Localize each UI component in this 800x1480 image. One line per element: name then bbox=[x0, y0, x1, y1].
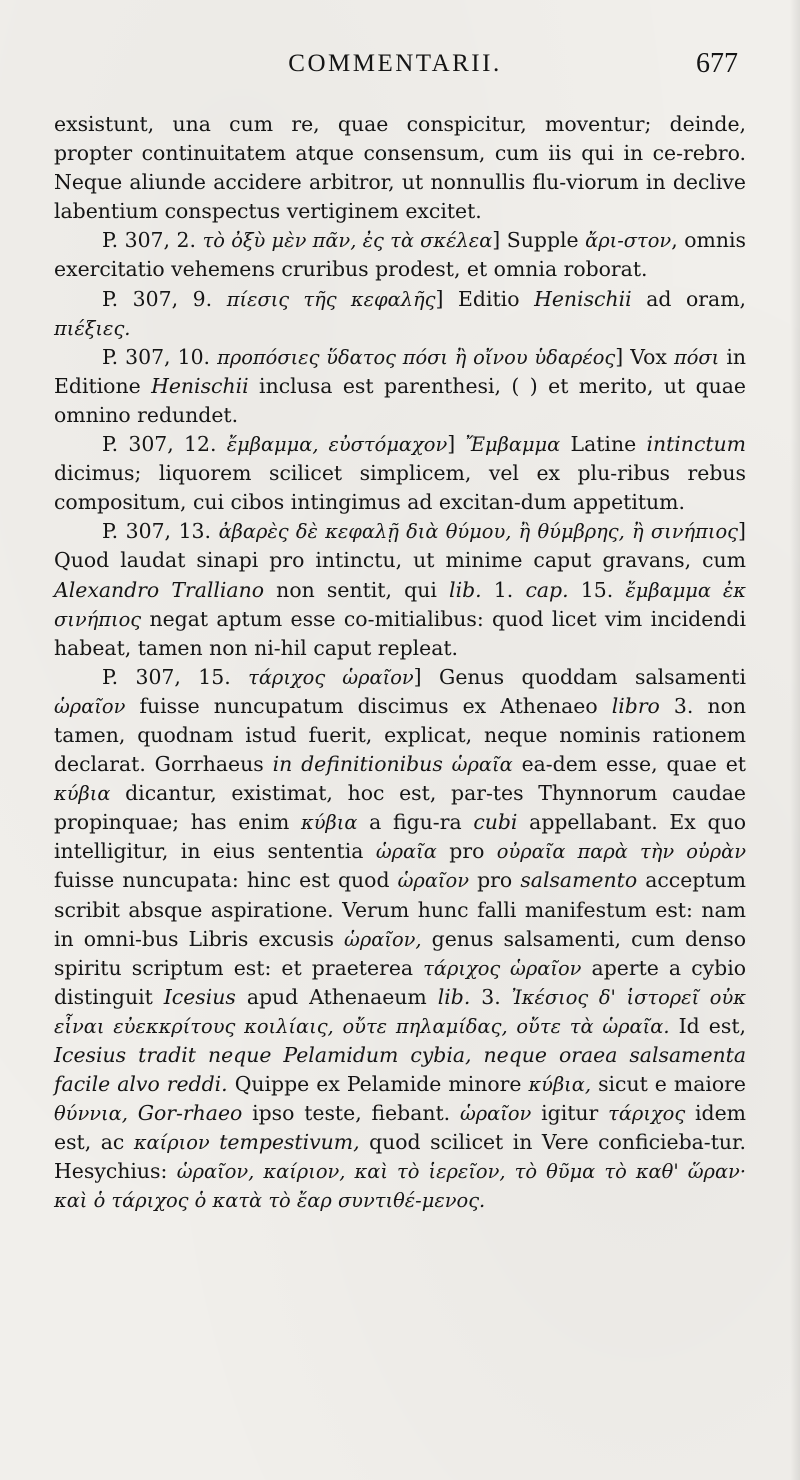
text-run: inclusa est parenthesi, ( ) et merito, ut quae omnino redundet. bbox=[54, 373, 746, 427]
text-run: , omnis exercitatio vehemens cruribus prodest, et omnia roborat. bbox=[54, 228, 746, 282]
paragraph bbox=[54, 343, 746, 430]
text-run: ] Genus quoddam salsamenti bbox=[413, 664, 746, 689]
text-run: ] Vox bbox=[615, 344, 674, 369]
greek-quote: προπόσιες ὕδατος πόσι ἢ οἴνου ὑδαρέος bbox=[217, 345, 616, 369]
greek-quote: ὡραῖα bbox=[375, 840, 437, 864]
paragraph bbox=[54, 226, 746, 284]
greek-quote: τάριχος ὡραῖον bbox=[248, 665, 414, 689]
italic-text: Henischii bbox=[534, 286, 632, 311]
italic-text: Henischii bbox=[151, 373, 249, 398]
text-run bbox=[128, 1101, 138, 1125]
text-run: non sentit, qui bbox=[264, 577, 450, 602]
greek-quote: πιέξιες. bbox=[54, 316, 131, 340]
italic-text: libro bbox=[611, 693, 660, 718]
italic-text: in definitionibus bbox=[272, 752, 443, 777]
text-run: ] Editio bbox=[435, 286, 535, 311]
text-run: exsistunt, una cum re, quae conspicitur, moventur; deinde, propter continuitatem atque consensum, cum iis qui in ce-rebro. Neque aliunde accidere arbitror, ut nonnullis flu-viorum in declive labentium conspectus vertiginem excitet. bbox=[54, 112, 746, 224]
greek-quote: θύννια, bbox=[54, 1102, 128, 1126]
text-run: ] Quod laudat sinapi pro intinctu, ut minime caput gravans, cum bbox=[54, 519, 746, 573]
italic-text: cap. bbox=[525, 577, 569, 602]
text-run: ] Supple bbox=[492, 228, 586, 253]
text-run: ] bbox=[447, 432, 466, 457]
text-run: acceptum scribit absque aspiratione. Verum hunc falli manifestum est: nam in omni-bus Libris excusis bbox=[54, 868, 747, 951]
greek-quote: κύβια bbox=[301, 811, 358, 835]
text-run: appellabant. Ex quo intelligitur, in eius sententia bbox=[54, 810, 746, 864]
text-run: pro bbox=[469, 868, 521, 893]
greek-quote: ἀβαρὲς δὲ κεφαλῇ διὰ θύμου, ἢ θύμβρης, ἢ σινήπιος bbox=[218, 520, 739, 544]
italic-text: intinctum bbox=[646, 432, 747, 457]
running-head bbox=[52, 48, 738, 88]
paragraph bbox=[54, 517, 746, 662]
greek-quote: καίριον bbox=[133, 1131, 210, 1155]
text-run: dicantur, existimat, hoc est, par-tes Thynnorum caudae propinquae; has enim bbox=[54, 781, 746, 835]
text-run: ad oram, bbox=[631, 286, 747, 311]
paragraph bbox=[54, 663, 746, 1216]
greek-quote: ὡραῖον, bbox=[344, 927, 422, 951]
text-run: P. 307, 2. bbox=[102, 228, 203, 253]
italic-text: cubi bbox=[473, 810, 518, 835]
greek-quote: τάριχος ὡραῖον bbox=[423, 956, 582, 980]
italic-text: lib. bbox=[437, 984, 471, 1009]
text-run: dicimus; liquorem scilicet simplicem, vel ex plu-ribus rebus compositum, cui cibos intingimus ad excitan-dum appetitum. bbox=[54, 461, 746, 515]
text-run: fuisse nuncupatum discimus ex Athenaeo bbox=[125, 693, 612, 718]
text-run: fuisse nuncupata: hinc est quod bbox=[54, 868, 398, 893]
text-run: sicut e maiore bbox=[591, 1072, 746, 1097]
text-run: 3. non tamen, quodnam istud fuerit, explicat, neque nominis rationem declarat. Gorrhaeus bbox=[54, 693, 746, 777]
italic-text: lib. bbox=[449, 577, 482, 602]
text-run: aperte a cybio distinguit bbox=[54, 955, 746, 1009]
italic-text: tempestivum, bbox=[219, 1130, 360, 1155]
greek-quote: τάριχος bbox=[608, 1102, 686, 1126]
text-run: P. 307, 9. bbox=[102, 286, 227, 311]
text-run: pro bbox=[436, 839, 497, 864]
text-run: Quippe ex Pelamide minore bbox=[227, 1072, 529, 1097]
italic-text: salsamento bbox=[520, 868, 638, 893]
text-run: P. 307, 15. bbox=[102, 664, 249, 689]
text-run: P. 307, 10. bbox=[102, 344, 218, 369]
greek-quote: ὡραῖον bbox=[54, 694, 126, 718]
italic-text: Icesius tradit neque Pelamidum cybia, neque oraea salsamenta facile alvo reddi. bbox=[54, 1043, 746, 1097]
text-run: Id est, bbox=[669, 1013, 747, 1038]
greek-quote: ὡραῖα bbox=[451, 753, 513, 777]
text-run: P. 307, 12. bbox=[102, 432, 227, 457]
text-run: 1. bbox=[481, 577, 526, 602]
greek-quote: ὡραῖον bbox=[459, 1102, 532, 1126]
text-run bbox=[210, 1130, 220, 1154]
greek-quote: ὡραῖον, καίριον, καὶ τὸ ἱερεῖον, τὸ θῦμα τὸ καθ' ὥραν· καὶ ὁ τάριχος ὁ κατὰ τὸ ἔαρ συντιθέ-μενος. bbox=[54, 1160, 746, 1213]
text-run: genus salsamenti, cum denso spiritu scriptum est: et praeterea bbox=[54, 926, 746, 980]
greek-quote: κύβια bbox=[54, 782, 111, 806]
greek-quote: τὸ ὀξὺ μὲν πᾶν, ἐς τὰ σκέλεα bbox=[202, 229, 493, 253]
greek-quote: πόσι bbox=[674, 345, 720, 369]
greek-quote: ἔμβαμμα, εὐστόμαχον bbox=[226, 433, 448, 457]
text-run: 15. bbox=[568, 577, 626, 602]
text-run: a figu-ra bbox=[357, 810, 474, 835]
text-run: 3. bbox=[470, 984, 512, 1009]
greek-quote: κύβια, bbox=[528, 1073, 592, 1097]
italic-text: Gor-rhaeo bbox=[137, 1101, 243, 1126]
text-run: Latine bbox=[560, 432, 647, 457]
text-run: ea-dem esse, quae et bbox=[512, 752, 746, 777]
greek-quote: ἄρι-στον bbox=[585, 229, 672, 253]
text-run: ipso teste, fiebant. bbox=[242, 1101, 460, 1126]
text-run: idem est, ac bbox=[54, 1101, 746, 1155]
greek-quote: ἔμβαμμα ἐκ σινήπιος bbox=[54, 578, 746, 631]
page-edge-shadow bbox=[790, 0, 800, 1480]
text-run: quod scilicet in Vere conficieba-tur. Hesychius: bbox=[54, 1130, 747, 1184]
body-text bbox=[54, 110, 746, 1216]
greek-quote: πίεσις τῆς κεφαλῆς bbox=[226, 287, 436, 311]
text-run bbox=[443, 752, 452, 776]
page-number: 677 bbox=[696, 48, 738, 79]
text-run: in Editione bbox=[54, 344, 746, 398]
greek-quote: ὡραῖον bbox=[397, 869, 469, 893]
paragraph bbox=[54, 430, 746, 517]
text-run: P. 307, 13. bbox=[102, 519, 219, 544]
greek-quote: οὐραῖα παρὰ τὴν οὐρὰν bbox=[496, 840, 746, 864]
italic-text: Alexandro Tralliano bbox=[54, 577, 264, 602]
greek-quote: Ἔμβαμμα bbox=[465, 433, 561, 457]
italic-text: Icesius bbox=[163, 984, 236, 1009]
text-run: igitur bbox=[531, 1101, 609, 1126]
paragraph bbox=[54, 285, 746, 343]
text-run: apud Athenaeum bbox=[235, 984, 438, 1009]
running-title: COMMENTARII. bbox=[288, 50, 502, 77]
paragraph bbox=[54, 110, 746, 226]
text-run: negat aptum esse co-mitialibus: quod licet vim incidendi habeat, tamen non ni-hil caput repleat. bbox=[54, 606, 746, 660]
greek-quote: Ἰκέσιος δ' ἱστορεῖ οὐκ εἶναι εὐεκκρίτους κοιλίαις, οὔτε πηλαμίδας, οὔτε τὰ ὡραῖα. bbox=[54, 985, 746, 1038]
